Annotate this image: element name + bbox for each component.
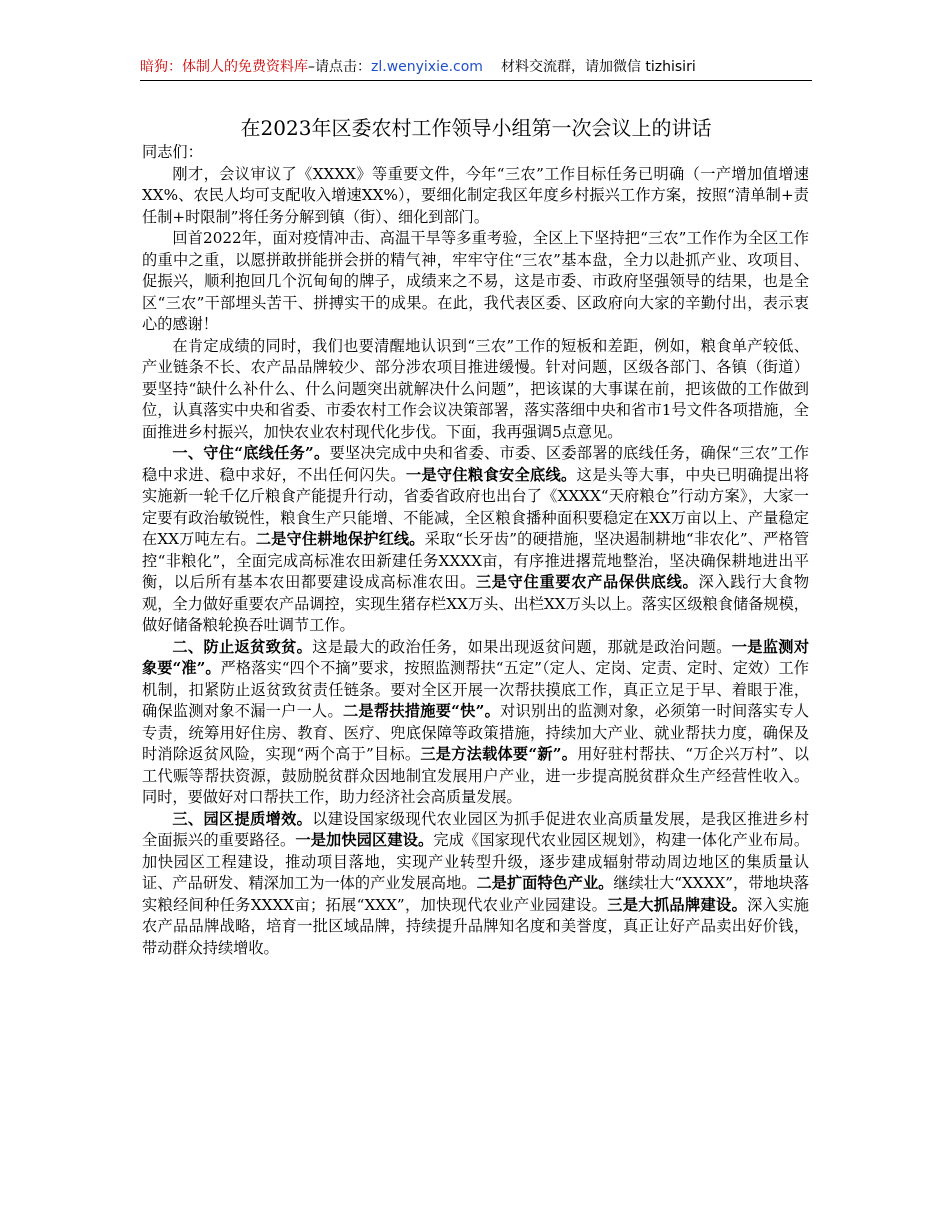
paragraph-text: 这是头等大事，中央已明确提出将实施新一轮千亿斤粮食产能提升行动，省委省政府也出台了《XXXX“天府粮仓”行动方案》，大家一定要有政治敏锐性，粮食生产只能增、不能减，全区粮食播种面积要稳定在XX万亩以上、产量稳定在XX万吨左右。	[142, 465, 810, 548]
header-contact: 材料交流群，请加微信 tizhisiri	[500, 59, 696, 75]
point-heading: 二是帮扶措施要“快”。	[342, 702, 501, 720]
paragraph: 刚才，会议审议了《XXXX》等重要文件，今年“三农”工作目标任务已明确（一产增加值增速XX%、农民人均可支配收入增速XX%），要细化制定我区年度乡村振兴工作方案，按照“清单制+责任制+时限制”将任务分解到镇（街）、细化到部门。	[142, 164, 809, 226]
paragraph-text: 深入实施农产品品牌战略，培育一批区域品牌，持续提升品牌知名度和美誉度，真正让好产品卖出好价钱，带动群众持续增收。	[142, 895, 809, 957]
paragraph-text: 对识别出的监测对象，必须第一时间落实专人专责，统筹用好住房、教育、医疗、兜底保障等政策措施，持续加大产业、就业帮扶力度，确保及时消除返贫风险，实现“两个高于”目标。	[142, 702, 810, 763]
point-heading: 三是守住重要农产品保供底线。	[475, 573, 699, 591]
header-url-link[interactable]: zl.wenyixie.com	[371, 59, 483, 75]
page-header	[140, 56, 812, 80]
paragraph: 在肯定成绩的同时，我们也要清醒地认识到“三农”工作的短板和差距，例如，粮食单产较低、产业链条不长、农产品品牌较少、部分涉农项目推进缓慢。针对问题，区级各部门、各镇（街道）要坚持“缺什么补什么、什么问题突出就解决什么问题”，把该谋的大事谋在前，把该做的工作做到位，认真落实中央和省委、市委农村工作会议决策部署，落实落细中央和省市1号文件各项措施，全面推进乡村振兴，加快农业农村现代化步伐。下面，我再强调5点意见。	[142, 336, 809, 441]
paragraph-text: 要坚决完成中央和省委、市委、区委部署的底线任务，确保“三农”工作稳中求进、稳中求好，不出任何闪失。	[142, 444, 809, 484]
greeting: 同志们：	[142, 143, 203, 161]
header-divider	[140, 80, 812, 81]
point-heading: 一是加快园区建设。	[295, 831, 434, 849]
point-heading: 一是守住粮食安全底线。	[405, 465, 577, 484]
paragraph-text: 采取“长牙齿”的硬措施，坚决遏制耕地“非农化”、严格管控“非粮化”，全面完成高标准农田新建任务XXXX亩，有序推进撂荒地整治，坚决确保耕地进出平衡，以后所有基本农田都要建设成高标准农田。	[142, 530, 810, 591]
section-paragraph	[142, 809, 809, 960]
section-heading: 三、园区提质增效。	[172, 809, 313, 828]
paragraph-text: 以建设国家级现代农业园区为抓手促进农业高质量发展，是我区推进乡村全面振兴的重要路径。	[142, 809, 810, 849]
paragraph-text: 这是最大的政治任务，如果出现返贫问题，那就是政治问题。	[312, 637, 732, 656]
point-heading: 二是扩面特色产业。	[476, 874, 614, 892]
header-prompt: –请点击：	[308, 59, 371, 75]
paragraph-text: 用好驻村帮扶、“万企兴万村”、以工代赈等帮扶资源，鼓励脱贫群众因地制宜发展用户产业，进一步提高脱贫群众生产经营性收入。同时，要做好对口帮扶工作，助力经济社会高质量发展。	[142, 745, 809, 806]
section-heading: 二、防止返贫致贫。	[172, 637, 313, 656]
document-body	[142, 142, 809, 959]
paragraph-text: 深入践行大食物观，全力做好重要农产品调控，实现生猪存栏XX万头、出栏XX万头以上。落实区级粮食储备规模，做好储备粮轮换吞吐调节工作。	[142, 573, 810, 634]
paragraph: 回首2022年，面对疫情冲击、高温干旱等多重考验，全区上下坚持把“三农”工作作为全区工作的重中之重，以愿拼敢拼能拼会拼的精气神，牢牢守住“三农”基本盘，全力以赴抓产业、攻项目、促振兴，顺利抱回几个沉甸甸的牌子，成绩来之不易，这是市委、市政府坚强领导的结果，也是全区“三农”干部埋头苦干、拼搏实干的成果。在此，我代表区委、区政府向大家的辛勤付出，表示衷心的感谢！	[142, 229, 809, 333]
document-title: 在2023年区委农村工作领导小组第一次会议上的讲话	[240, 116, 712, 140]
point-heading: 二是守住耕地保护红线。	[255, 530, 425, 548]
header-brand: 暗狗：体制人的免费资料库	[140, 59, 308, 75]
section-paragraph	[142, 443, 809, 637]
point-heading: 三是大抓品牌建设。	[607, 895, 748, 914]
paragraph-text: 严格落实“四个不摘”要求，按照监测帮扶“五定”（定人、定岗、定责、定时、定效）工作机制，扣紧防止返贫致贫责任链条。要对全区开展一次帮扶摸底工作，真正立足于早、着眼于准，确保监测对象不漏一户一人。	[142, 659, 809, 720]
point-heading: 一是监测对象要“准”。	[142, 637, 810, 677]
section-paragraph	[142, 637, 809, 809]
section-heading: 一、守住“底线任务”。	[172, 444, 330, 462]
paragraph-text: 完成《国家现代农业园区规划》，构建一体化产业布局。加快园区工程建设，推动项目落地，实现产业转型升级，逐步建成辐射带动周边地区的集质量认证、产品研发、精深加工为一体的产业发展高地。	[142, 831, 810, 892]
point-heading: 三是方法载体要“新”。	[420, 745, 578, 763]
paragraph-text: 继续壮大“XXXX”，带地块落实粮经间种任务XXXX亩；拓展“XXX”，加快现代农业产业园建设。	[142, 874, 810, 914]
